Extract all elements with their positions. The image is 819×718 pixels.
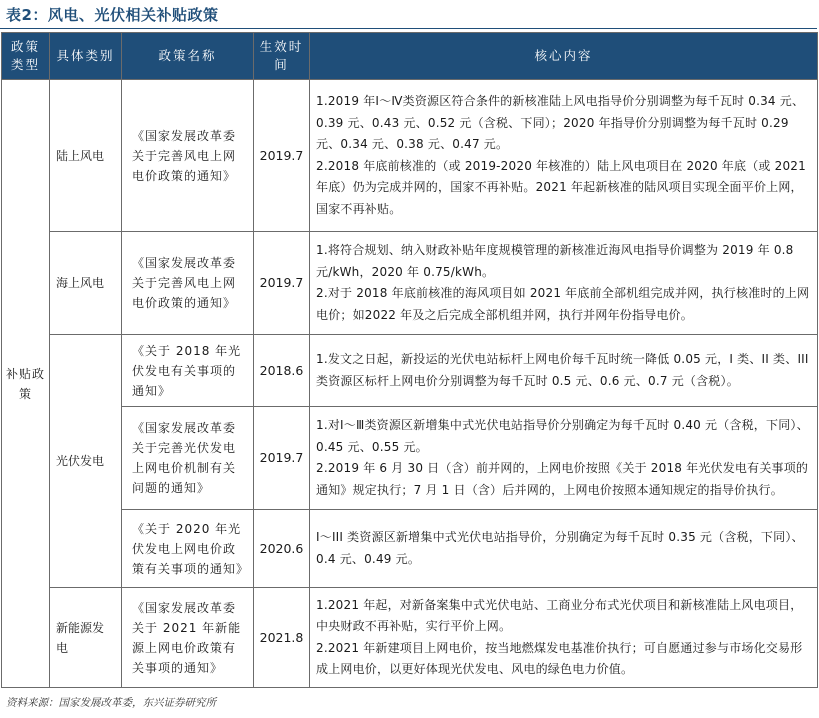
- subcategory-cell: 光伏发电: [50, 335, 122, 588]
- title-divider: [0, 28, 817, 29]
- policy-name-cell: 《国家发展改革委关于完善光伏发电上网电价机制有关问题的通知》: [122, 407, 254, 510]
- content-paragraph: 2.2019 年 6 月 30 日（含）前并网的，上网电价按照《关于 2018 年光伏发电有关事项的通知》规定执行；7 月 1 日（含）后并网的，上网电价按照本通知规定的指导价执行。: [316, 461, 809, 497]
- policy-name-cell: 《国家发展改革委关于完善风电上网电价政策的通知》: [122, 80, 254, 232]
- core-content-cell: [310, 80, 818, 232]
- table-header-row: [2, 33, 818, 80]
- policy-name-cell: 《国家发展改革委关于 2021 年新能源上网电价政策有关事项的通知》: [122, 588, 254, 688]
- effective-date-cell: 2019.7: [254, 80, 310, 232]
- table-row: [2, 80, 818, 232]
- policy-table: [1, 32, 818, 688]
- policy-category-cell: 补贴政策: [2, 80, 50, 688]
- effective-date-cell: 2020.6: [254, 510, 310, 588]
- header-subcategory: 具体类别: [50, 33, 122, 80]
- table-row: [2, 232, 818, 335]
- table-row: [2, 588, 818, 688]
- table-row: [2, 335, 818, 407]
- content-paragraph: 1.2021 年起，对新备案集中式光伏电站、工商业分布式光伏项目和新核准陆上风电项目，中央财政不再补贴，实行平价上网。: [316, 597, 803, 633]
- effective-date-cell: 2019.7: [254, 407, 310, 510]
- content-paragraph: 1.发文之日起，新投运的光伏电站标杆上网电价每千瓦时统一降低 0.05 元，I 类、II 类、III 类资源区标杆上网电价分别调整为每千瓦时 0.5 元、0.6 元、0.7 元（含税）。: [316, 352, 809, 388]
- core-content-cell: [310, 588, 818, 688]
- header-date: 生效时间: [254, 33, 310, 80]
- table-title: 表2：风电、光伏相关补贴政策: [6, 6, 219, 24]
- policy-name-cell: 《国家发展改革委关于完善风电上网电价政策的通知》: [122, 232, 254, 335]
- subcategory-cell: 新能源发电: [50, 588, 122, 688]
- content-paragraph: 2.2021 年新建项目上网电价，按当地燃煤发电基准价执行；可自愿通过参与市场化交易形成上网电价，以更好体现光伏发电、风电的绿色电力价值。: [316, 640, 803, 676]
- content-paragraph: 1.将符合规划、纳入财政补贴年度规模管理的新核准近海风电指导价调整为 2019 年 0.8 元/kWh，2020 年 0.75/kWh。: [316, 243, 794, 279]
- effective-date-cell: 2019.7: [254, 232, 310, 335]
- header-category: 政策类型: [2, 33, 50, 80]
- header-name: 政策名称: [122, 33, 254, 80]
- content-paragraph: 2.2018 年底前核准的（或 2019-2020 年核准的）陆上风电项目在 2020 年底（或 2021 年底）仍为完成并网的，国家不再补贴。2021 年起新核准的陆风项目实现全面平价上网，国家不再补贴。: [316, 158, 806, 216]
- core-content-cell: [310, 407, 818, 510]
- subcategory-cell: 海上风电: [50, 232, 122, 335]
- policy-name-cell: 《关于 2020 年光伏发电上网电价政策有关事项的通知》: [122, 510, 254, 588]
- core-content-cell: [310, 510, 818, 588]
- content-paragraph: 1.对Ⅰ～Ⅲ类资源区新增集中式光伏电站指导价分别确定为每千瓦时 0.40 元（含税，下同）、0.45 元、0.55 元。: [316, 418, 809, 454]
- policy-name-cell: 《关于 2018 年光伏发电有关事项的通知》: [122, 335, 254, 407]
- content-paragraph: 1.2019 年Ⅰ～Ⅳ类资源区符合条件的新核准陆上风电指导价分别调整为每千瓦时 0.34 元、0.39 元、0.43 元、0.52 元（含税、下同）；2020 年指导价分别调整为每千瓦时 0.29 元、0.34 元、0.38 元、0.47 元。: [316, 94, 805, 151]
- effective-date-cell: 2021.8: [254, 588, 310, 688]
- source-note: 资料来源：国家发展改革委，东兴证券研究所: [6, 697, 216, 709]
- table-row: [2, 407, 818, 510]
- header-content: 核心内容: [310, 33, 818, 80]
- effective-date-cell: 2018.6: [254, 335, 310, 407]
- content-paragraph: I～III 类资源区新增集中式光伏电站指导价，分别确定为每千瓦时 0.35 元（含税，下同）、0.4 元、0.49 元。: [316, 530, 804, 566]
- core-content-cell: [310, 232, 818, 335]
- table-row: [2, 510, 818, 588]
- content-paragraph: 2.对于 2018 年底前核准的海风项目如 2021 年底前全部机组完成并网，执行核准时的上网电价；如2022 年及之后完成全部机组并网，执行并网年份指导电价。: [316, 286, 810, 322]
- subcategory-cell: 陆上风电: [50, 80, 122, 232]
- core-content-cell: [310, 335, 818, 407]
